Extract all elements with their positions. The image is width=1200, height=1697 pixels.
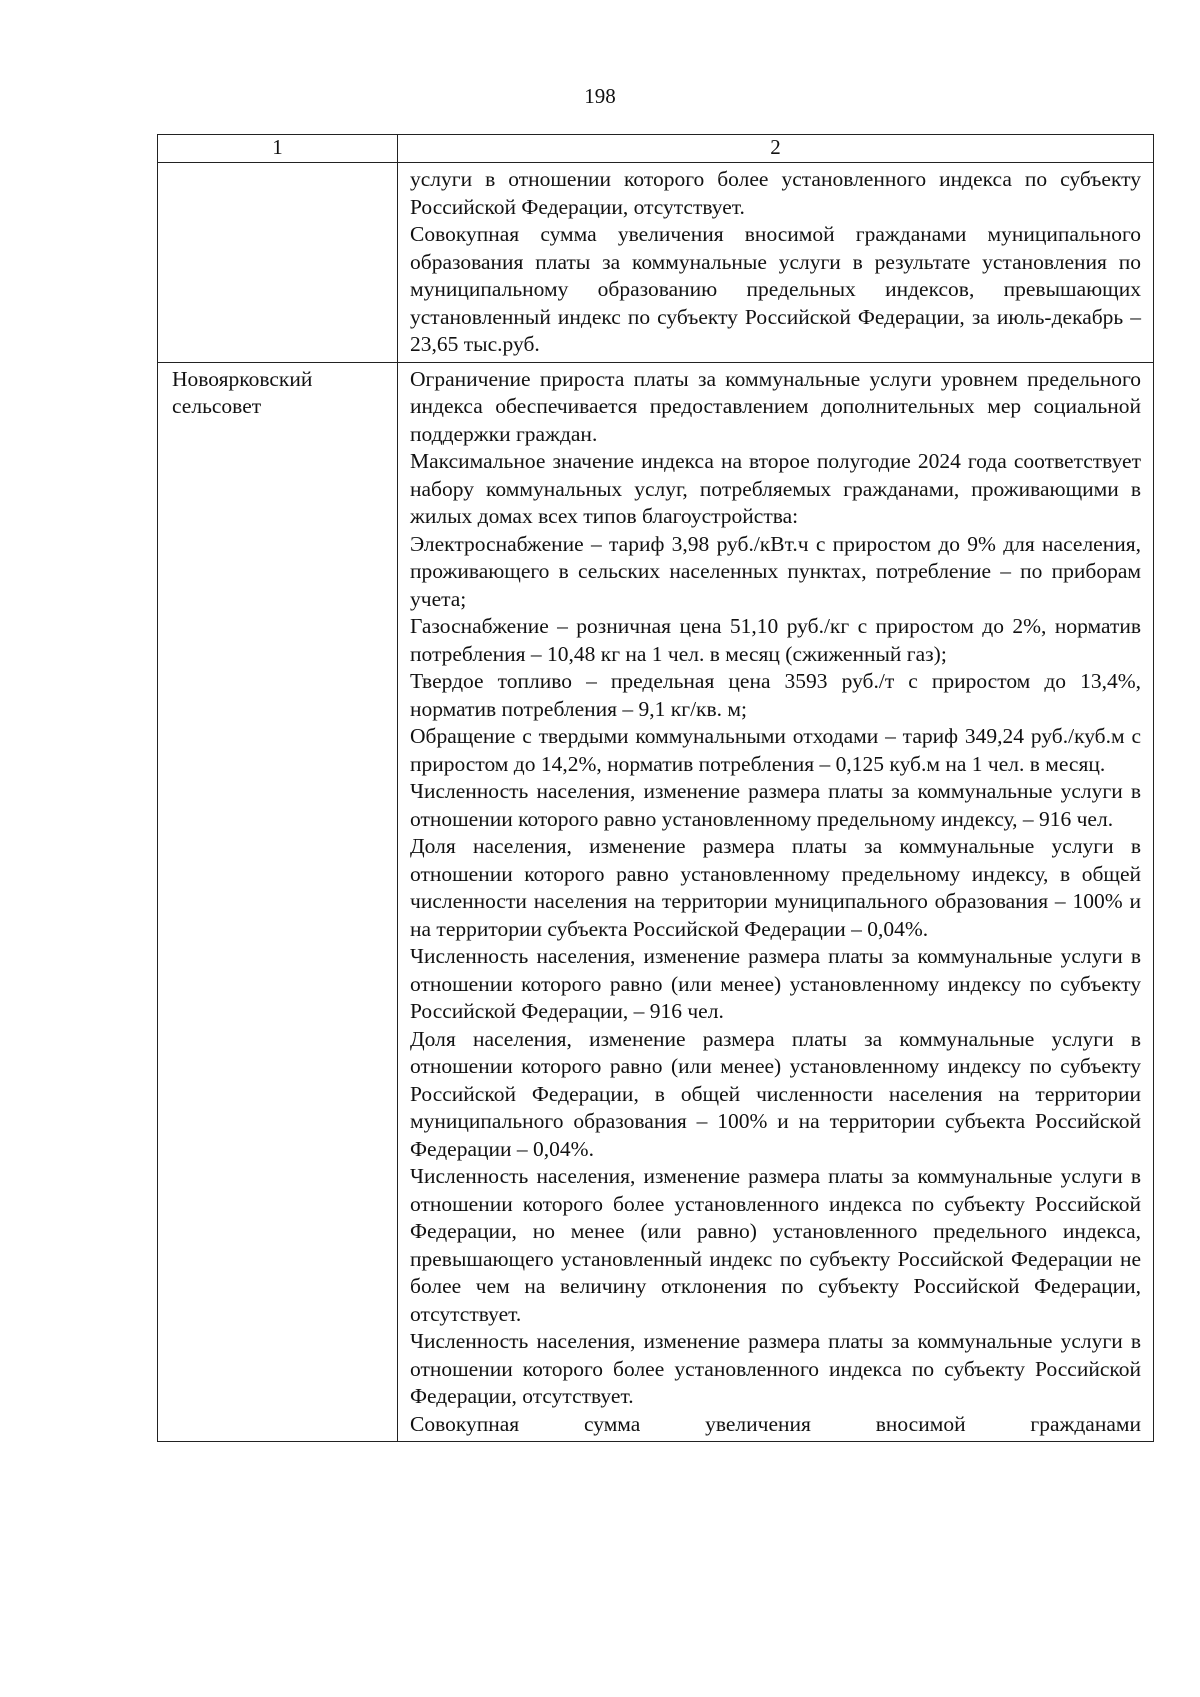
paragraph: Доля населения, изменение размера платы за коммунальные услуги в отношении которого равно установленному предельному индексу, в общей численности населения на территории муниципального образования – 100% и на территории субъекта Российской Федерации – 0,04%. bbox=[410, 834, 1141, 941]
paragraph: Численность населения, изменение размера платы за коммунальные услуги в отношении которого более установленного индекса по субъекту Российской Федерации, отсутствует. bbox=[410, 1329, 1141, 1408]
municipality-cell-empty bbox=[158, 163, 398, 363]
municipality-cell bbox=[158, 362, 398, 1442]
paragraph-cut-line: Совокупная сумма увеличения вносимой гражданами bbox=[410, 1411, 1141, 1436]
description-cell bbox=[398, 362, 1154, 1442]
municipality-name-line: сельсовет bbox=[172, 394, 262, 418]
paragraph: Обращение с твердыми коммунальными отходами – тариф 349,24 руб./куб.м с приростом до 14,2%, норматив потребления – 0,125 куб.м на 1 чел. в месяц. bbox=[410, 724, 1141, 776]
data-table bbox=[157, 134, 1154, 1442]
column-header-2: 2 bbox=[398, 135, 1154, 163]
paragraph: Максимальное значение индекса на второе полугодие 2024 года соответствует набору коммунальных услуг, потребляемых гражданами, проживающими в жилых домах всех типов благоустройства: bbox=[410, 449, 1141, 528]
paragraph: Численность населения, изменение размера платы за коммунальные услуги в отношении которого равно установленному предельному индексу, – 916 чел. bbox=[410, 779, 1141, 831]
column-header-1: 1 bbox=[158, 135, 398, 163]
paragraph: Газоснабжение – розничная цена 51,10 руб./кг с приростом до 2%, норматив потребления – 10,48 кг на 1 чел. в месяц (сжиженный газ); bbox=[410, 614, 1141, 666]
table-header-row bbox=[158, 135, 1154, 163]
paragraph: Численность населения, изменение размера платы за коммунальные услуги в отношении которого более установленного индекса по субъекту Российской Федерации, но менее (или равно) установленного предельного индекса, превышающего установленный индекс по субъекту Российской Федерации не более чем на величину отклонения по субъекту Российской Федерации, отсутствует. bbox=[410, 1164, 1141, 1326]
page-number: 198 bbox=[584, 84, 616, 108]
description-cell bbox=[398, 163, 1154, 363]
paragraph: Ограничение прироста платы за коммунальные услуги уровнем предельного индекса обеспечивается предоставлением дополнительных мер социальной поддержки граждан. bbox=[410, 366, 1141, 446]
paragraph: Электроснабжение – тариф 3,98 руб./кВт.ч с приростом до 9% для населения, проживающего в сельских населенных пунктах, потребление – по приборам учета; bbox=[410, 531, 1141, 611]
municipality-name-line: Новоярковский bbox=[172, 366, 313, 391]
paragraph: Доля населения, изменение размера платы за коммунальные услуги в отношении которого равно (или менее) установленному индексу по субъекту Российской Федерации, в общей численности населения на территории муниципального образования – 100% и на территории субъекта Российской Федерации – 0,04%. bbox=[410, 1026, 1141, 1161]
table-row-continuation bbox=[158, 163, 1154, 363]
paragraph: Численность населения, изменение размера платы за коммунальные услуги в отношении которого равно (или менее) установленному индексу по субъекту Российской Федерации, – 916 чел. bbox=[410, 944, 1141, 1023]
paragraph: Твердое топливо – предельная цена 3593 руб./т с приростом до 13,4%, норматив потребления – 9,1 кг/кв. м; bbox=[410, 669, 1141, 721]
table-row-novoyarkovsky bbox=[158, 362, 1154, 1442]
paragraph: услуги в отношении которого более установленного индекса по субъекту Российской Федерации, отсутствует. bbox=[410, 167, 1141, 219]
paragraph: Совокупная сумма увеличения вносимой гражданами муниципального образования платы за коммунальные услуги в результате установления по муниципальному образованию предельных индексов, превышающих установленный индекс по субъекту Российской Федерации, за июль-декабрь – 23,65 тыс.руб. bbox=[410, 222, 1141, 356]
